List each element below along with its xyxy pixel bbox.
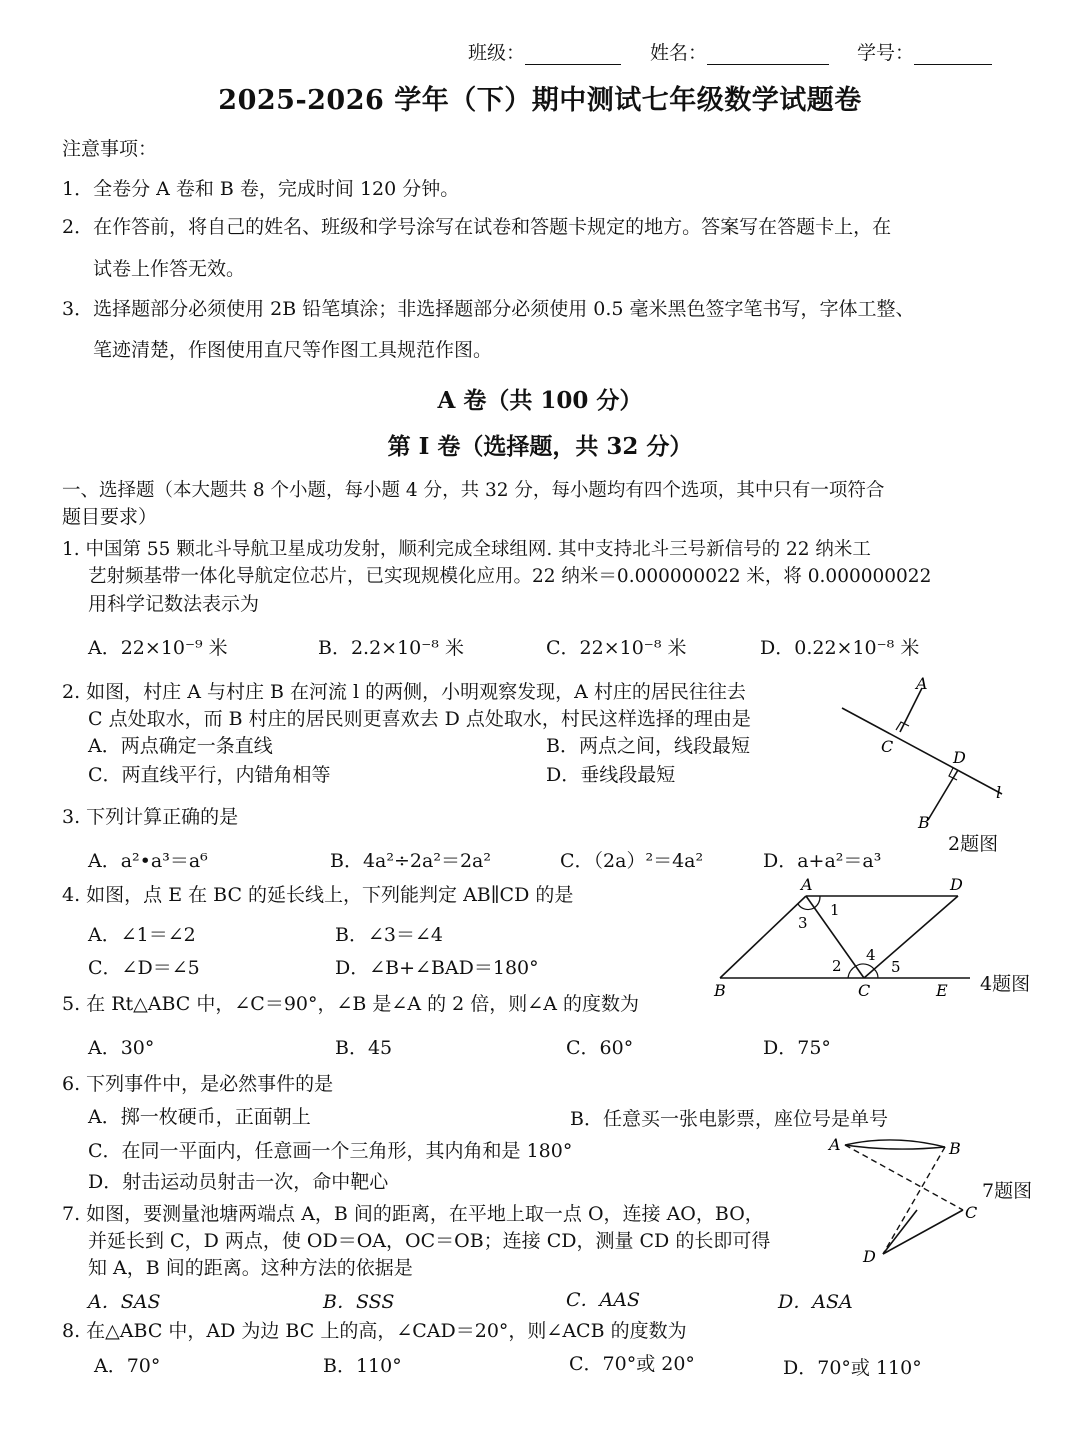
fig7-label-b: B [949, 1139, 961, 1158]
notes-heading: 注意事项： [62, 138, 158, 160]
q3-option-c: C．（2a）²＝4a² [560, 850, 704, 872]
q5-option-c: C．60° [566, 1037, 634, 1059]
label-d: D [953, 748, 966, 767]
segment-od [883, 1210, 917, 1254]
note-1: 1．全卷分 A 卷和 B 卷，完成时间 120 分钟。 [62, 178, 460, 200]
q1-option-d: D．0.22×10⁻⁸ 米 [760, 637, 920, 659]
part1-intro: 一、选择题（本大题共 8 个小题，每小题 4 分，共 32 分，每小题均有四个选项，其中只有一项符合 [62, 480, 885, 501]
q6-option-a: A．掷一枚硬币，正面朝上 [88, 1106, 311, 1128]
q2-option-a: A．两点确定一条直线 [88, 735, 273, 757]
q2-figure-caption: 2题图 [948, 833, 999, 855]
fig4-label-5: 5 [891, 958, 901, 976]
id-label: 学号： [857, 42, 915, 64]
fig4-label-3: 3 [798, 914, 808, 932]
q6-option-d: D．射击运动员射击一次，命中靶心 [88, 1171, 389, 1193]
fig4-label-1: 1 [830, 901, 840, 919]
q5-option-b: B．45 [335, 1037, 393, 1059]
line-ab [720, 896, 806, 978]
q6-line1: 6. 下列事件中，是必然事件的是 [62, 1073, 334, 1095]
q7-line1: 7. 如图，要测量池塘两端点 A，B 间的距离，在平地上取一点 O，连接 AO，BO， [62, 1203, 764, 1225]
fig4-label-2: 2 [832, 957, 842, 975]
q1-line2: 艺射频基带一体化导航定位芯片，已实现规模化应用。22 纳米＝0.000000022 米，将 0.000000022 [88, 566, 932, 587]
q2-option-b: B．两点之间，线段最短 [546, 735, 750, 757]
q5-option-a: A．30° [88, 1037, 155, 1059]
class-label: 班级： [468, 42, 526, 64]
q3-line1: 3. 下列计算正确的是 [62, 806, 239, 828]
name-field [650, 38, 829, 65]
pond-shape [845, 1140, 945, 1149]
fig7-label-a: A [829, 1135, 841, 1154]
angle-arc-4 [856, 964, 874, 969]
q4-line1: 4. 如图，点 E 在 BC 的延长线上，下列能判定 AB∥CD 的是 [62, 884, 574, 906]
section-a-heading: A 卷（共 100 分） [437, 387, 643, 414]
q7-option-d: D．ASA [778, 1291, 853, 1313]
fig4-label-b: B [714, 981, 726, 1000]
q7-option-b: B．SSS [323, 1291, 395, 1313]
note-2-cont: 试卷上作答无效。 [93, 258, 246, 280]
q2-option-d: D．垂线段最短 [546, 764, 676, 786]
q3-option-a: A．a²•a³＝a⁶ [88, 850, 208, 872]
segment-bd [928, 770, 958, 820]
q7-option-c: C．AAS [566, 1289, 640, 1311]
q2-line1: 2. 如图，村庄 A 与村庄 B 在河流 l 的两侧，小明观察发现，A 村庄的居民往往去 [62, 681, 746, 703]
name-blank [707, 46, 829, 65]
class-blank [525, 46, 621, 65]
fig4-label-a: A [801, 875, 813, 894]
note-3-cont: 笔迹清楚，作图使用直尺等作图工具规范作图。 [93, 339, 493, 361]
line-bd [883, 1147, 945, 1254]
id-blank [914, 46, 992, 65]
q8-option-d: D．70°或 110° [783, 1357, 922, 1379]
q6-option-b: B．任意买一张电影票，座位号是单号 [570, 1108, 888, 1130]
q8-option-b: B．110° [323, 1355, 402, 1377]
river-line [842, 708, 1002, 794]
fig4-label-e: E [936, 981, 948, 1000]
angle-arc-2 [848, 966, 856, 978]
name-label: 姓名： [650, 42, 708, 64]
q1-option-b: B．2.2×10⁻⁸ 米 [318, 637, 464, 659]
class-field [468, 38, 621, 65]
q4-option-a: A．∠1＝∠2 [88, 924, 196, 946]
q2-option-c: C．两直线平行，内错角相等 [88, 764, 331, 786]
label-c: C [881, 737, 894, 756]
q3-option-d: D．a+a²＝a³ [763, 850, 882, 872]
fig4-label-d: D [950, 875, 963, 894]
q4-option-d: D．∠B+∠BAD＝180° [335, 957, 539, 979]
line-cd [864, 896, 958, 978]
q7-line2: 并延长到 C，D 两点，使 OD＝OA，OC＝OB；连接 CD，测量 CD 的长即可得 [88, 1230, 771, 1252]
segment-cd [883, 1210, 963, 1254]
fig4-label-c: C [858, 981, 871, 1000]
q7-line3: 知 A，B 间的距离。这种方法的依据是 [88, 1257, 413, 1279]
q5-line1: 5. 在 Rt△ABC 中，∠C＝90°，∠B 是∠A 的 2 倍，则∠A 的度数为 [62, 993, 639, 1015]
q1-line3: 用科学记数法表示为 [88, 593, 260, 615]
id-field [857, 38, 992, 65]
q7-figure-caption: 7题图 [982, 1180, 1033, 1202]
segment-ac [900, 688, 922, 732]
q3-option-b: B．4a²÷2a²＝2a² [330, 850, 491, 872]
label-l: l [996, 783, 1002, 802]
line-ac [845, 1145, 963, 1210]
q6-option-c: C．在同一平面内，任意画一个三角形，其内角和是 180° [88, 1140, 573, 1162]
angle-arc-5 [874, 969, 878, 978]
q7-figure [825, 1130, 1000, 1275]
q8-option-c: C．70°或 20° [569, 1353, 695, 1375]
fig7-label-c: C [965, 1203, 978, 1222]
q4-figure-caption: 4题图 [980, 973, 1031, 995]
note-2: 2．在作答前，将自己的姓名、班级和学号涂写在试卷和答题卡规定的地方。答案写在答题卡上，在 [62, 216, 892, 238]
q1-option-c: C．22×10⁻⁸ 米 [546, 637, 687, 659]
q8-option-a: A．70° [94, 1355, 161, 1377]
q4-option-b: B．∠3＝∠4 [335, 924, 443, 946]
q5-option-d: D．75° [763, 1037, 831, 1059]
note-3: 3．选择题部分必须使用 2B 铅笔填涂；非选择题部分必须使用 0.5 毫米黑色签字笔书写，字体工整、 [62, 298, 915, 320]
q4-figure [708, 870, 978, 1005]
q7-option-a: A．SAS [88, 1291, 161, 1313]
q8-line1: 8. 在△ABC 中，AD 为边 BC 上的高，∠CAD＝20°，则∠ACB 的度数为 [62, 1320, 687, 1342]
part1-intro-cont: 题目要求） [62, 506, 158, 528]
q1-line1: 1. 中国第 55 颗北斗导航卫星成功发射，顺利完成全球组网. 其中支持北斗三号新信号的 22 纳米工 [62, 539, 871, 560]
label-a: A [916, 674, 928, 693]
angle-arc-1 [814, 896, 820, 908]
q2-line2: C 点处取水，而 B 村庄的居民则更喜欢去 D 点处取水，村民这样选择的理由是 [88, 708, 751, 730]
q1-option-a: A．22×10⁻⁹ 米 [88, 637, 228, 659]
fig4-label-4: 4 [866, 946, 876, 964]
section-i-heading: 第 I 卷（选择题，共 32 分） [387, 433, 693, 460]
fig7-label-d: D [863, 1247, 876, 1266]
label-b: B [918, 813, 930, 832]
q2-figure [830, 670, 1030, 860]
page-title: 2025-2026 学年（下）期中测试七年级数学试题卷 [218, 85, 862, 116]
q4-option-c: C．∠D＝∠5 [88, 957, 200, 979]
